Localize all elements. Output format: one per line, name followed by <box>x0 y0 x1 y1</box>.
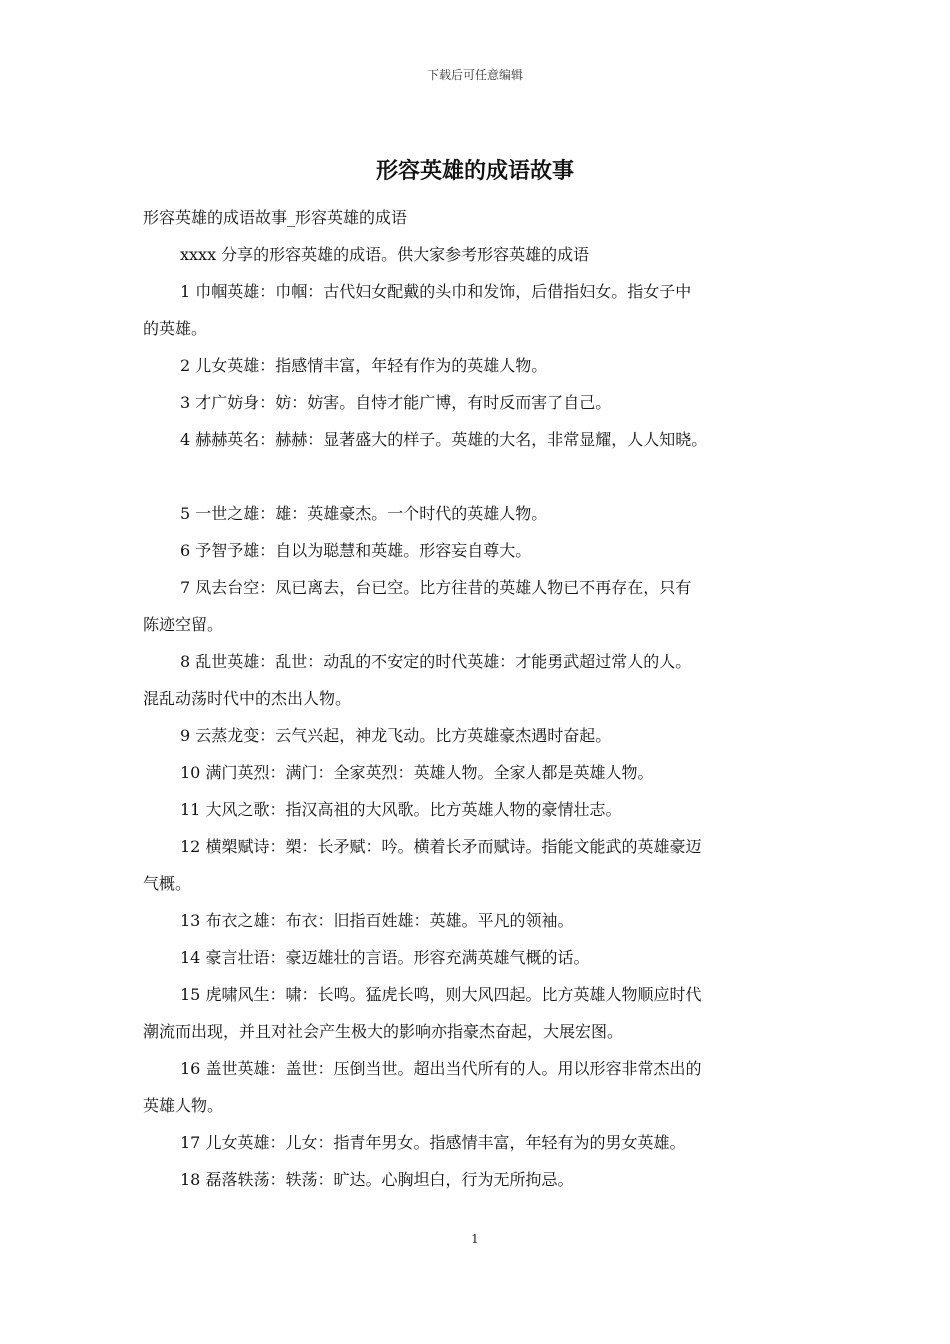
idiom-entry-12-line-1: 12 横槊赋诗：槊：长矛赋：吟。横着长矛而赋诗。指能文能武的英雄豪迈 <box>180 837 702 856</box>
idiom-entry-9: 9 云蒸龙变：云气兴起，神龙飞动。比方英雄豪杰遇时奋起。 <box>180 726 612 745</box>
document-subtitle: 形容英雄的成语故事_形容英雄的成语 <box>143 208 408 227</box>
idiom-entry-7-line-1: 7 凤去台空：凤已离去，台已空。比方往昔的英雄人物已不再存在，只有 <box>180 578 692 597</box>
idiom-entry-3: 3 才广妨身：妨：妨害。自恃才能广博，有时反而害了自己。 <box>180 393 612 412</box>
idiom-entry-14: 14 豪言壮语：豪迈雄壮的言语。形容充满英雄气概的话。 <box>180 948 590 967</box>
idiom-entry-5: 5 一世之雄：雄：英雄豪杰。一个时代的英雄人物。 <box>180 504 548 523</box>
idiom-entry-10: 10 满门英烈：满门：全家英烈：英雄人物。全家人都是英雄人物。 <box>180 763 654 782</box>
idiom-entry-12-line-2: 气概。 <box>143 874 192 893</box>
idiom-entry-11: 11 大风之歌：指汉高祖的大风歌。比方英雄人物的豪情壮志。 <box>180 800 622 819</box>
idiom-entry-15-line-2: 潮流而出现，并且对社会产生极大的影响亦指豪杰奋起，大展宏图。 <box>143 1022 624 1041</box>
idiom-entry-8-line-1: 8 乱世英雄：乱世：动乱的不安定的时代英雄：才能勇武超过常人的人。 <box>180 652 692 671</box>
intro-paragraph: xxxx 分享的形容英雄的成语。供大家参考形容英雄的成语 <box>180 245 590 264</box>
document-title: 形容英雄的成语故事 <box>375 158 574 184</box>
header-note: 下载后可任意编辑 <box>426 68 523 82</box>
idiom-entry-15-line-1: 15 虎啸风生：啸：长鸣。猛虎长鸣，则大风四起。比方英雄人物顺应时代 <box>180 985 702 1004</box>
page-number: 1 <box>471 1232 479 1246</box>
idiom-entry-1-line-1: 1 巾帼英雄：巾帼：古代妇女配戴的头巾和发饰，后借指妇女。指女子中 <box>180 282 692 301</box>
idiom-entry-16-line-1: 16 盖世英雄：盖世：压倒当世。超出当代所有的人。用以形容非常杰出的 <box>180 1059 702 1078</box>
idiom-entry-17: 17 儿女英雄：儿女：指青年男女。指感情丰富，年轻有为的男女英雄。 <box>180 1133 686 1152</box>
idiom-entry-1-line-2: 的英雄。 <box>143 319 208 338</box>
idiom-entry-18: 18 磊落轶荡：轶荡：旷达。心胸坦白，行为无所拘忌。 <box>180 1170 574 1189</box>
idiom-entry-6: 6 予智予雄：自以为聪慧和英雄。形容妄自尊大。 <box>180 541 532 560</box>
document-body <box>143 199 813 1198</box>
idiom-entry-4: 4 赫赫英名：赫赫：显著盛大的样子。英雄的大名，非常显耀，人人知晓。 <box>180 430 708 449</box>
blank-line <box>143 458 813 495</box>
idiom-entry-2: 2 儿女英雄：指感情丰富，年轻有作为的英雄人物。 <box>180 356 548 375</box>
idiom-entry-7-line-2: 陈迹空留。 <box>143 615 224 634</box>
idiom-entry-8-line-2: 混乱动荡时代中的杰出人物。 <box>143 689 352 708</box>
idiom-entry-16-line-2: 英雄人物。 <box>143 1096 224 1115</box>
idiom-entry-13: 13 布衣之雄：布衣：旧指百姓雄：英雄。平凡的领袖。 <box>180 911 574 930</box>
